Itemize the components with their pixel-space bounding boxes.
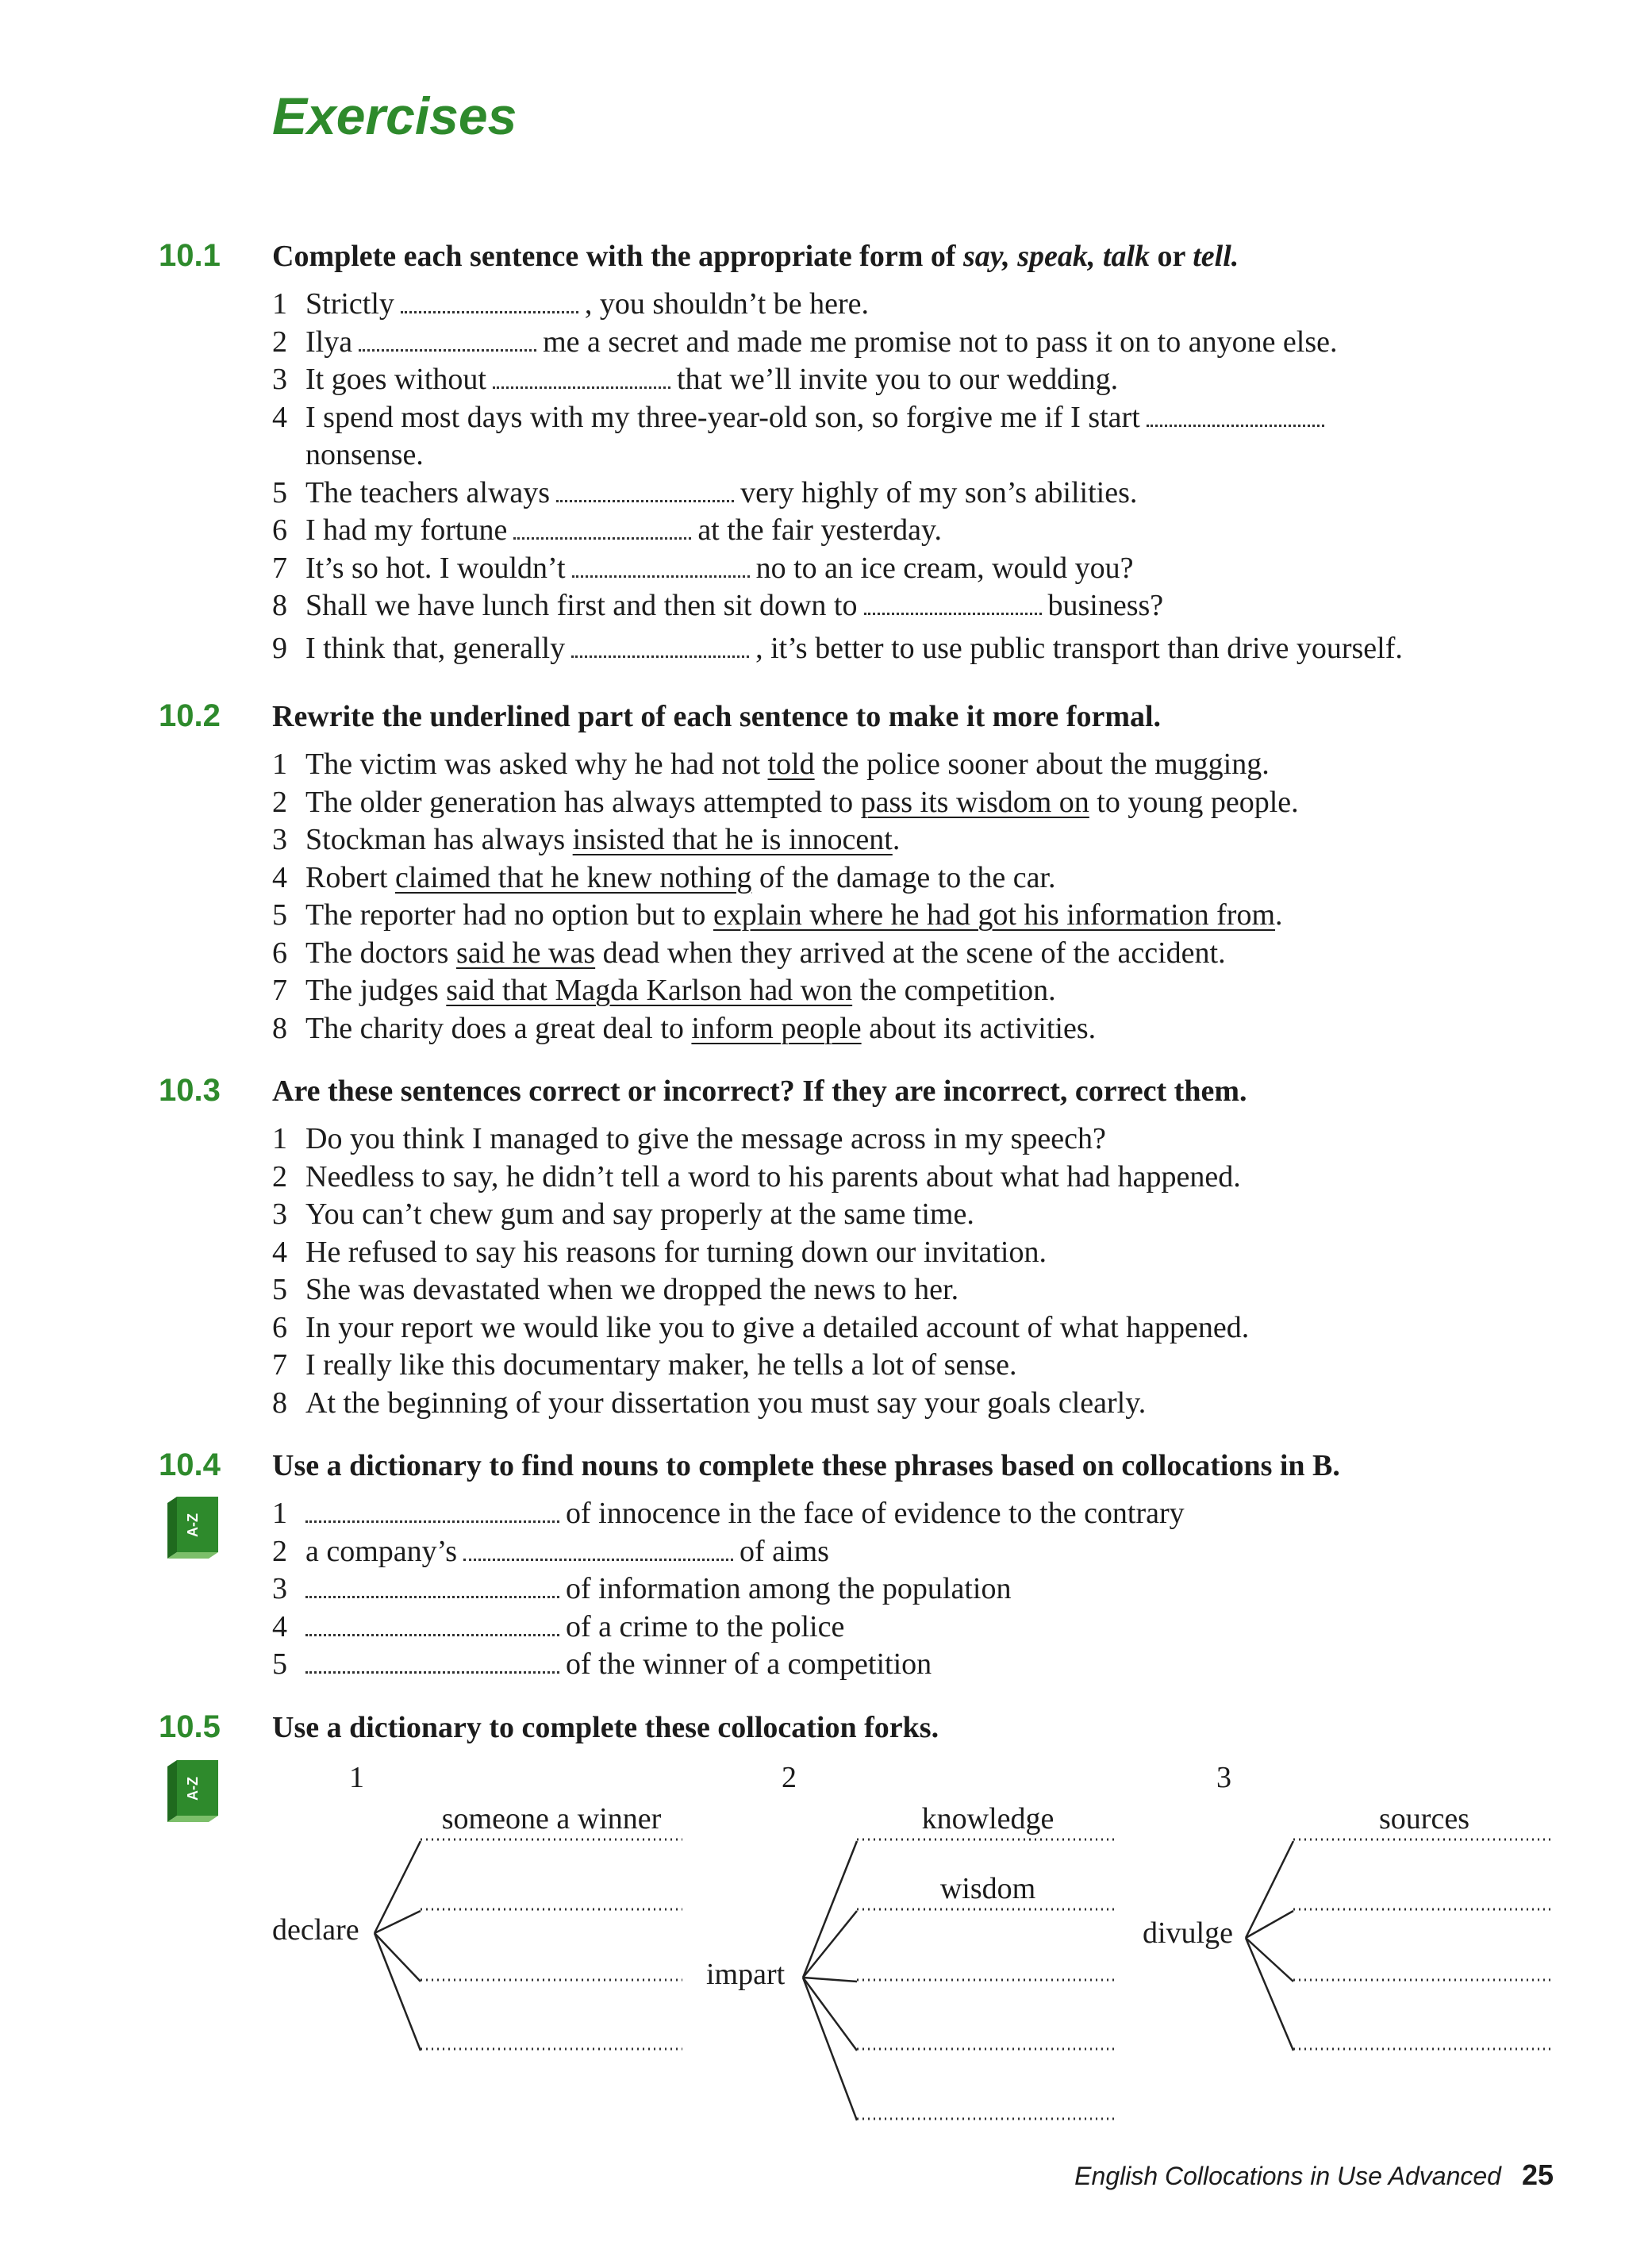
list-item: 5 The teachers always very highly of my son’s abilities. xyxy=(272,475,1138,509)
list-item: 2 The older generation has always attempted to pass its wisdom on to young people. xyxy=(272,785,1299,819)
exercise-instruction: Are these sentences correct or incorrect? If they are incorrect, correct them. xyxy=(272,1074,1247,1108)
list-item-continuation: nonsense. xyxy=(305,438,424,471)
answer-blank[interactable] xyxy=(401,289,578,313)
list-item: 7 I really like this documentary maker, he tells a lot of sense. xyxy=(272,1348,1017,1382)
exercise-number: 10.3 xyxy=(159,1073,221,1108)
list-item: 5 She was devastated when we dropped the news to her. xyxy=(272,1273,959,1306)
list-item: 4 I spend most days with my three-year-old son, so forgive me if I start xyxy=(272,399,1558,437)
list-item: 1 Do you think I managed to give the message across in my speech? xyxy=(272,1122,1106,1155)
fork-verb: divulge xyxy=(1143,1916,1233,1950)
list-item: 1 of innocence in the face of evidence to the contrary xyxy=(272,1497,1185,1530)
answer-blank[interactable] xyxy=(305,1649,559,1674)
answer-blank[interactable] xyxy=(513,515,691,540)
list-item: 9 I think that, generally , it’s better to use public transport than drive yourself. xyxy=(272,631,1403,665)
exercise-instruction: Use a dictionary to complete these collocation forks. xyxy=(272,1711,939,1744)
fork-verb: impart xyxy=(706,1958,786,1991)
fork-collocate: wisdom xyxy=(939,1872,1036,1905)
answer-blank[interactable] xyxy=(463,1536,733,1561)
answer-blank[interactable] xyxy=(1147,402,1324,427)
answer-blank[interactable] xyxy=(864,590,1042,615)
exercise-10-5 xyxy=(0,1708,1625,2152)
answer-blank[interactable] xyxy=(359,327,536,352)
fork-number: 2 xyxy=(782,1761,797,1794)
list-item: 6 I had my fortune at the fair yesterday. xyxy=(272,513,943,547)
list-item: 2 a company’s of aims xyxy=(272,1534,829,1568)
list-item: 6 In your report we would like you to give a detailed account of what happened. xyxy=(272,1310,1250,1344)
fork-collocate: someone a winner xyxy=(441,1802,662,1836)
exercise-instruction: Rewrite the underlined part of each sentence to make it more formal. xyxy=(272,700,1162,733)
fork-number: 1 xyxy=(349,1761,364,1794)
list-item: 4 Robert claimed that he knew nothing of the damage to the car. xyxy=(272,860,1056,894)
exercise-number: 10.4 xyxy=(159,1447,221,1482)
dictionary-book-icon xyxy=(163,1493,226,1560)
answer-blank[interactable] xyxy=(571,633,749,658)
list-item: 8 At the beginning of your dissertation you must say your goals clearly. xyxy=(272,1386,1147,1420)
fork-verb: declare xyxy=(272,1913,359,1947)
exercise-items xyxy=(272,286,1558,667)
book-title: English Collocations in Use Advanced xyxy=(1074,2162,1501,2190)
list-item: 3 It goes without that we’ll invite you to our wedding. xyxy=(272,363,1119,396)
exercise-items xyxy=(272,746,1558,1048)
list-item: 2 Needless to say, he didn’t tell a word to his parents about what had happened. xyxy=(272,1159,1241,1194)
list-item: 8 The charity does a great deal to inform people about its activities. xyxy=(272,1011,1097,1045)
answer-blank[interactable] xyxy=(572,553,750,578)
answer-blank[interactable] xyxy=(305,1498,559,1523)
list-item: 7 It’s so hot. I wouldn’t no to an ice cream, would you? xyxy=(272,551,1134,585)
list-item: 2 Ilya me a secret and made me promise not to pass it on to anyone else. xyxy=(272,325,1338,359)
answer-blank[interactable] xyxy=(305,1612,559,1636)
page-footer xyxy=(1074,2158,1554,2192)
exercise-items xyxy=(272,1495,1558,1684)
list-item: 1 Strictly , you shouldn’t be here. xyxy=(272,287,870,321)
svg-text:A-Z: A-Z xyxy=(185,1777,201,1801)
list-item: 3 of information among the population xyxy=(272,1572,1012,1605)
exercise-instruction: Complete each sentence with the appropriate form of say, speak, talk or tell. xyxy=(272,240,1239,273)
list-item: 4 He refused to say his reasons for turning down our invitation. xyxy=(272,1235,1047,1269)
answer-blank[interactable] xyxy=(493,364,670,389)
svg-text:A-Z: A-Z xyxy=(185,1513,201,1537)
list-item: 5 The reporter had no option but to explain where he had got his information from. xyxy=(272,898,1283,932)
list-item: 7 The judges said that Magda Karlson had won the competition. xyxy=(272,974,1056,1007)
exercise-number: 10.1 xyxy=(159,238,221,273)
exercise-number: 10.2 xyxy=(159,698,221,733)
list-item: 3 You can’t chew gum and say properly at the same time. xyxy=(272,1197,974,1231)
list-item: 8 Shall we have lunch first and then sit down to business? xyxy=(272,589,1164,622)
page-number: 25 xyxy=(1521,2158,1554,2191)
exercise-number: 10.5 xyxy=(159,1709,221,1744)
fork-number: 3 xyxy=(1216,1761,1231,1794)
answer-blank[interactable] xyxy=(305,1574,559,1598)
fork-collocate: knowledge xyxy=(921,1802,1055,1836)
list-item: 6 The doctors said he was dead when they arrived at the scene of the accident. xyxy=(272,936,1226,970)
fork-collocate: sources xyxy=(1379,1802,1469,1836)
page-title: Exercises xyxy=(272,86,517,145)
collocation-fork-lines xyxy=(0,1708,1625,2152)
list-item: 4 of a crime to the police xyxy=(272,1609,845,1643)
list-item: 1 The victim was asked why he had not told the police sooner about the mugging. xyxy=(272,748,1270,781)
list-item: 5 of the winner of a competition xyxy=(272,1647,932,1681)
list-item: 3 Stockman has always insisted that he is innocent. xyxy=(272,823,901,856)
exercise-instruction: Use a dictionary to find nouns to complete these phrases based on collocations in B. xyxy=(272,1449,1340,1482)
answer-blank[interactable] xyxy=(556,478,734,502)
exercise-items xyxy=(272,1121,1558,1422)
